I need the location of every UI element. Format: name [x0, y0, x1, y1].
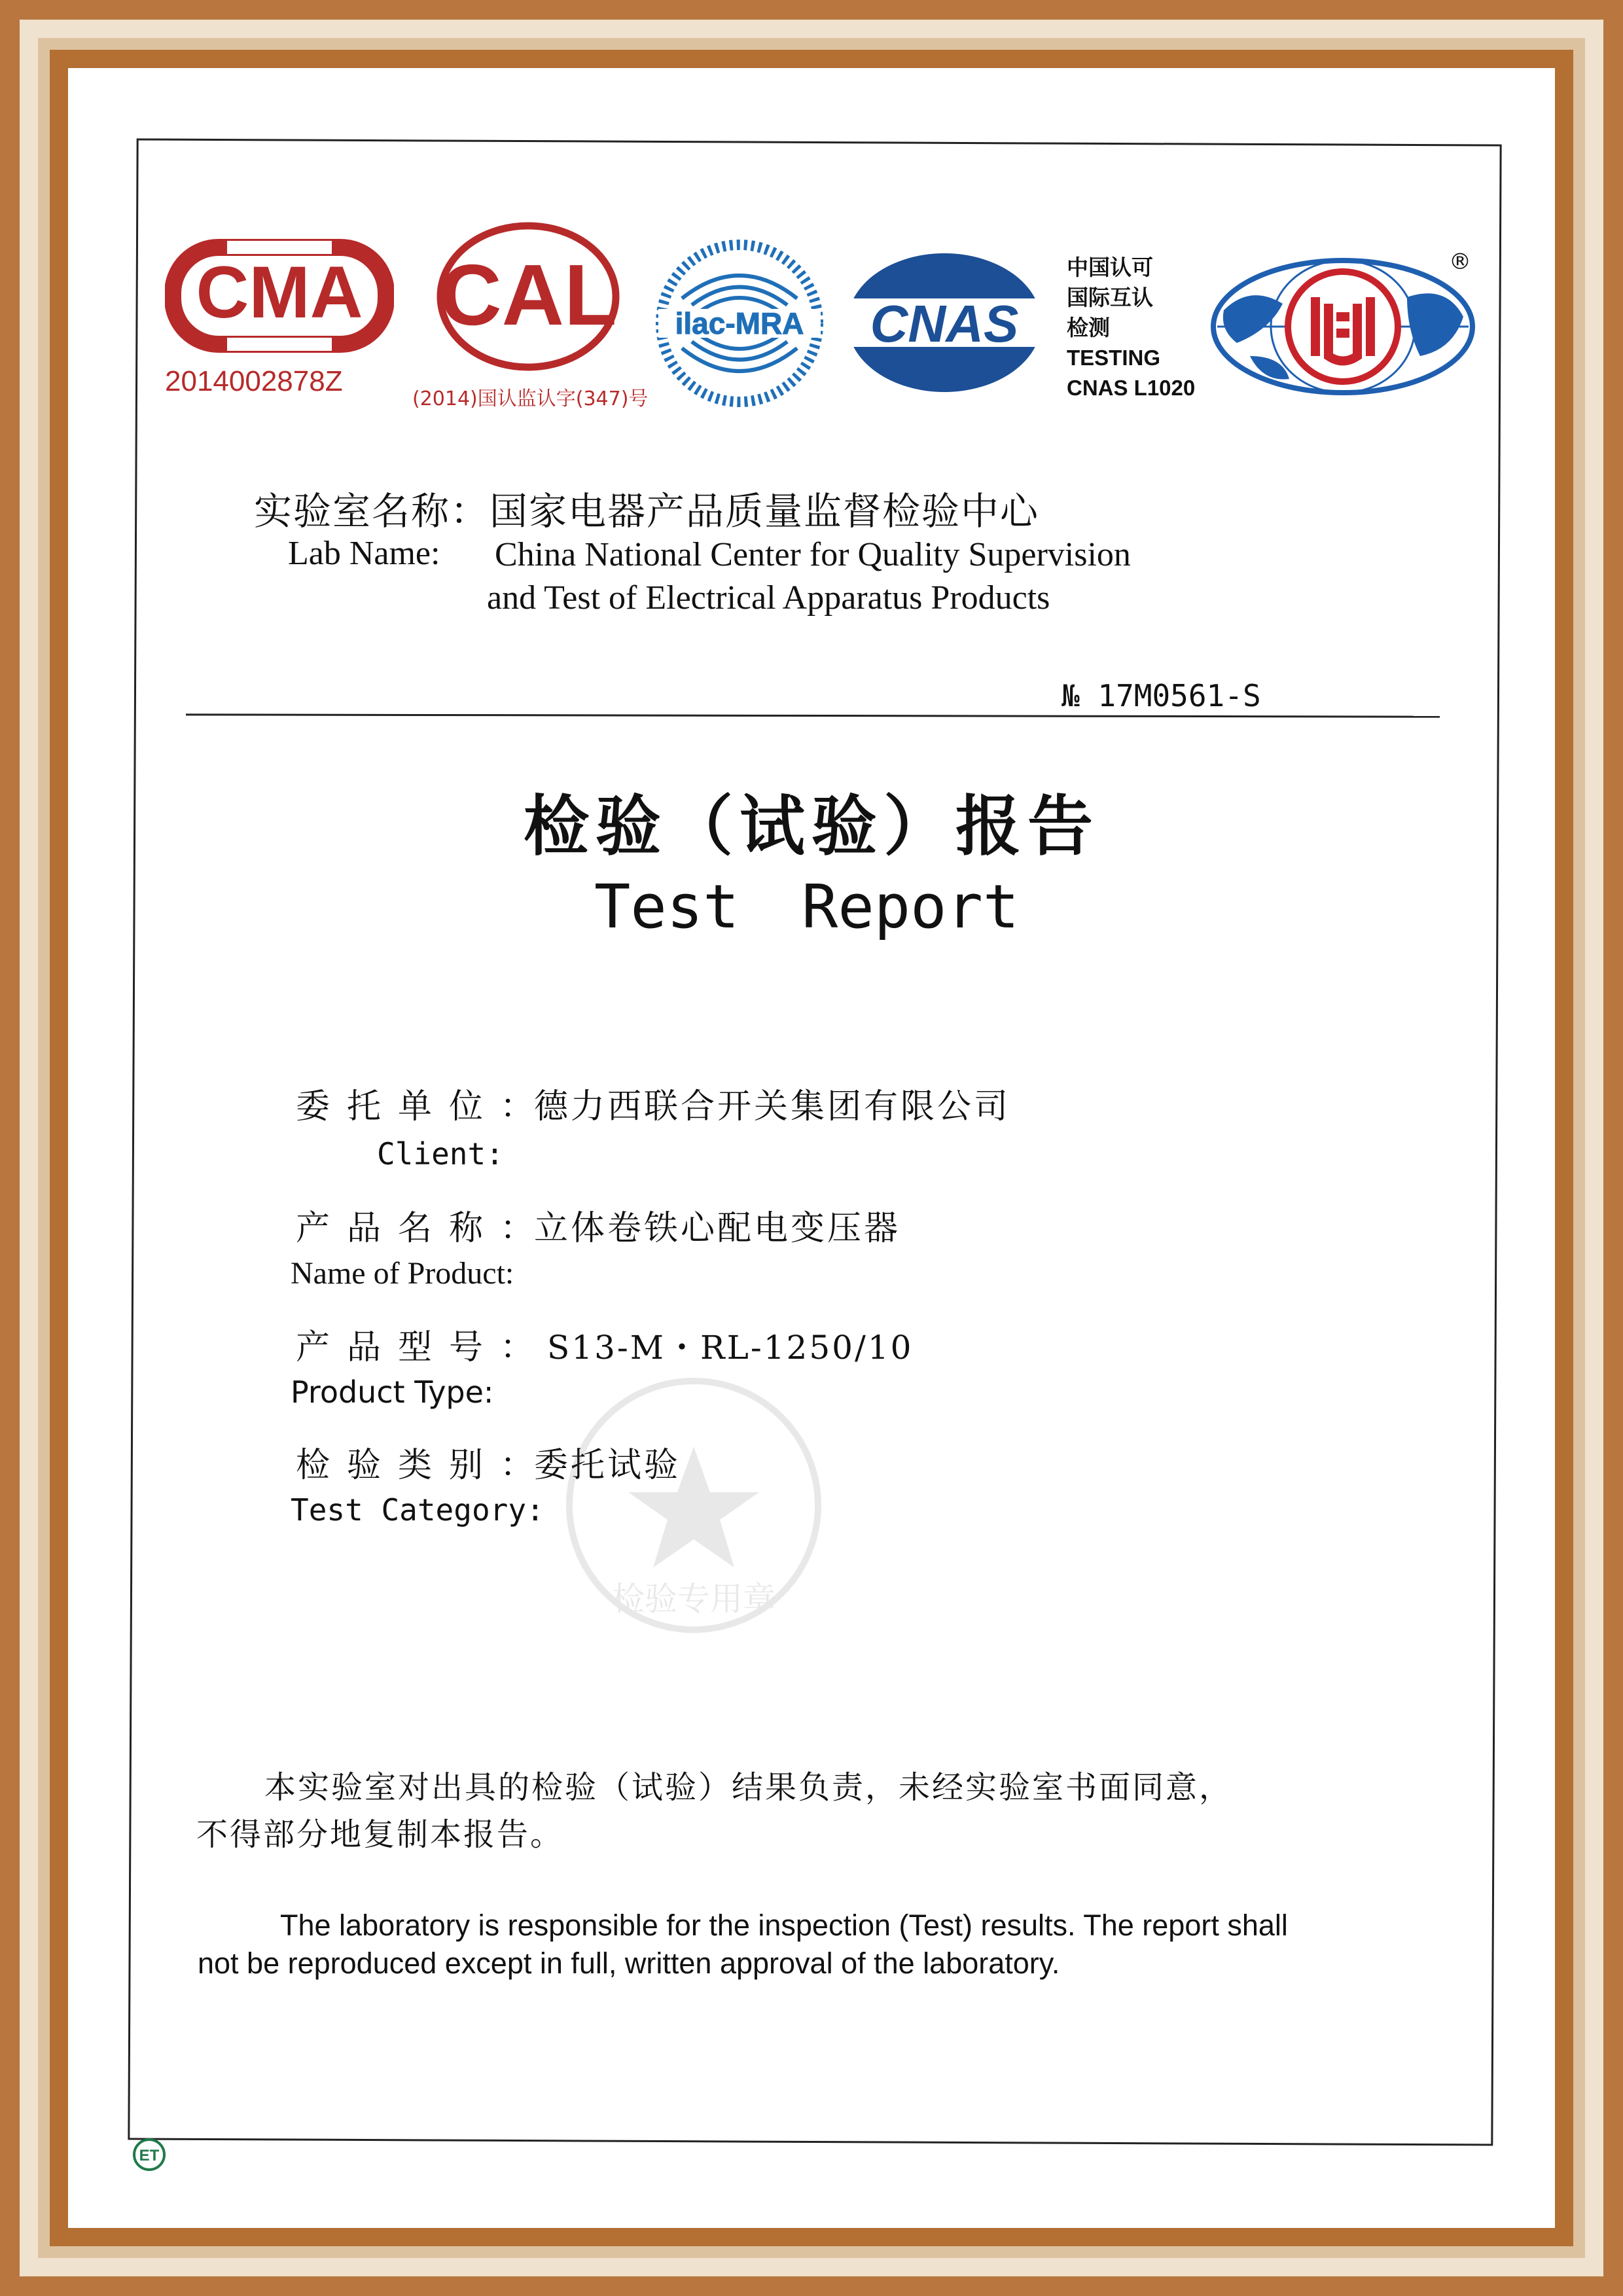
notice-cn-line2: 不得部分地复制本报告。	[196, 1816, 564, 1853]
field-label-en: Name of Product:	[291, 1256, 514, 1291]
ilac-logo-text: ilac-MRA	[675, 306, 804, 340]
field-colon: ：	[500, 1446, 535, 1485]
field-label-en: Client:	[377, 1136, 504, 1172]
field-colon: ：	[500, 1087, 535, 1126]
cma-logo-text: CMA	[196, 251, 363, 333]
notice-en-line1: The laboratory is responsible for the inspection (Test) results. The report shall	[280, 1909, 1288, 1942]
lab-name-en-line2: and Test of Electrical Apparatus Products	[487, 579, 1050, 617]
notice-cn-line1: 本实验室对出具的检验（试验）结果负责，未经实验室书面同意，	[264, 1769, 1233, 1806]
report-title-en: Test Report	[594, 872, 1020, 942]
field-value: 委托试验	[534, 1446, 681, 1485]
field-product-name	[296, 1200, 901, 1249]
lab-name-en-label: Lab Name:	[288, 535, 440, 572]
lab-name-en-line1: China National Center for Quality Supervision	[495, 536, 1131, 573]
field-label-en: Product Type:	[291, 1374, 494, 1410]
cnas-side-line: TESTING	[1067, 346, 1161, 370]
lab-name-cn	[254, 480, 1039, 535]
cal-number: (2014)国认监认字(347)号	[412, 387, 649, 410]
field-label-cn: 产品型号	[296, 1328, 501, 1367]
report-number: № 17M0561-S	[1061, 678, 1261, 713]
cnas-logo	[844, 250, 1044, 395]
field-client	[296, 1079, 1010, 1128]
footer-et-text: ET	[139, 2147, 160, 2164]
lab-name-cn-label: 实验室名称：	[254, 489, 490, 533]
footer-et-mark	[132, 2138, 166, 2172]
inspection-stamp	[556, 1368, 831, 1643]
field-value: 德力西联合开关集团有限公司	[534, 1087, 1011, 1126]
ilac-mra-logo	[656, 240, 823, 407]
cma-number: 2014002878Z	[165, 365, 343, 397]
cal-logo	[433, 220, 623, 374]
field-value: 立体卷铁心配电变压器	[534, 1209, 901, 1248]
field-label-en: Test Category:	[291, 1492, 544, 1528]
lab-name-cn-value: 国家电器产品质量监督检验中心	[490, 489, 1040, 533]
registered-mark: ®	[1449, 249, 1471, 275]
cqc-globe-logo	[1211, 258, 1475, 395]
cnas-side-line: 国际互认	[1067, 285, 1153, 310]
notice-en-line2: not be reproduced except in full, written approval of the laboratory.	[198, 1946, 1060, 1980]
cnas-logo-text: CNAS	[870, 295, 1019, 353]
field-value: S13-M・RL-1250/10	[547, 1329, 914, 1367]
report-title-cn: 检验（试验）报告	[524, 788, 1099, 865]
field-colon: ：	[500, 1328, 535, 1367]
cal-logo-text: CAL	[439, 247, 617, 343]
cnas-side-line: 中国认可	[1067, 255, 1153, 279]
cnas-side-text	[1067, 253, 1195, 403]
stamp-text: 检验专用章	[612, 1580, 776, 1618]
field-label-cn: 委托单位	[296, 1087, 501, 1126]
cnas-side-line: 检测	[1067, 315, 1110, 340]
field-product-type	[296, 1319, 913, 1369]
field-label-cn: 产品名称	[296, 1209, 501, 1248]
field-colon: ：	[500, 1209, 535, 1248]
cma-logo	[165, 236, 394, 360]
cnas-side-line: CNAS L1020	[1067, 376, 1196, 400]
field-label-cn: 检验类别	[296, 1446, 501, 1485]
